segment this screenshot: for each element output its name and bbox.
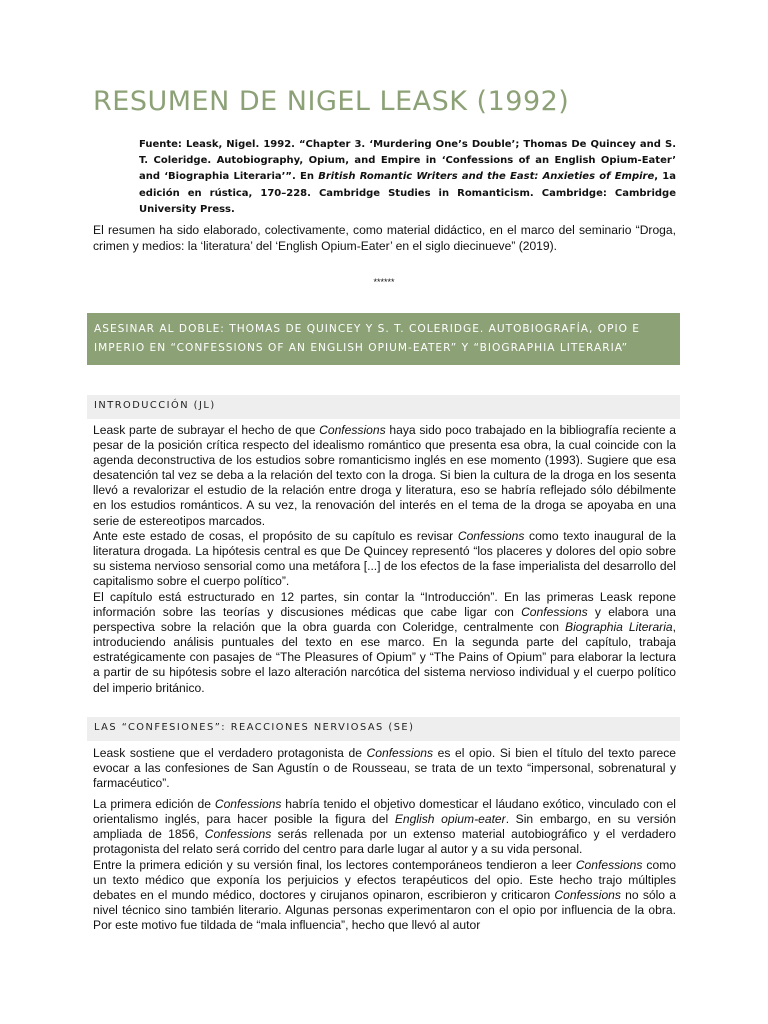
italic-title: Confessions bbox=[554, 888, 621, 903]
text: La primera edición de bbox=[93, 797, 215, 811]
citation-text-end: , 1a edición en rústica, 170–228. Cambridge Studies in Romanticism. Cambridge: Cambridge University Press. bbox=[139, 171, 676, 215]
paragraph bbox=[93, 529, 676, 589]
separator: ****** bbox=[373, 277, 395, 287]
section-heading-introduccion: INTRODUCCIÓN (JL) bbox=[87, 395, 680, 419]
italic-title: Confessions bbox=[214, 797, 282, 811]
paragraph bbox=[93, 797, 676, 857]
section-heading-confesiones: LAS “CONFESIONES”: REACCIONES NERVIOSAS (SE) bbox=[87, 717, 680, 741]
text: es el opio. Si bien el título del texto parece evocar a las confesiones de San Agustín o de Rousseau, se trata de un texto “impersonal, sobrenatural y farmacéutico”. bbox=[93, 746, 676, 791]
text: Ante este estado de cosas, el propósito de su capítulo es revisar bbox=[93, 529, 458, 543]
text: no sólo a nivel técnico sino también literario. Algunas personas experimentaron con el opio por influencia de la obra. Por este motivo fue tildada de “mala influencia”, hecho que llevó al autor bbox=[93, 888, 676, 933]
citation-book-title: British Romantic Writers and the East: Anxieties of Empire bbox=[318, 171, 655, 183]
italic-title: Confessions bbox=[521, 605, 588, 620]
text: y elabora una perspectiva sobre la relación que la obra guarda con Coleridge, centralmente con bbox=[93, 605, 676, 635]
text: haya sido poco trabajado en la bibliografía reciente a pesar de la posición crítica respecto del idealismo romántico que presenta esa obra, la cual coincide con la agenda deconstructiva de los estudios sobre romanticismo inglés en ese momento (1993). Sugiere que esa desatención tal vez se deba a la relación del texto con la droga. Si bien la cultura de la droga en los sesenta llevó a revalorizar el estudio de la relación entre droga y literatura, eso se habría reflejado sólo débilmente en los estudios románticos. A su vez, la renovación del interés en el tema de la droga se apoyaba en una serie de estereotipos marcados. bbox=[93, 423, 676, 528]
italic-title: English opium-eater bbox=[394, 812, 506, 827]
intro-paragraph: El resumen ha sido elaborado, colectivamente, como material didáctico, en el marco del seminario “Droga, crimen y medios: la ‘literatura’ del ‘English Opium-Eater’ en el siglo diecinueve” (2019). bbox=[93, 223, 676, 253]
italic-title: Confessions bbox=[366, 746, 434, 760]
text: como un texto médico que exponía los perjuicios y efectos terapéuticos del opio. Este hecho trajo múltiples debates en el mundo médico, doctores y cirujanos opinaron, escribieron y criticaron bbox=[93, 858, 676, 903]
text: , introduciendo análisis puntuales del texto en ese marco. En la segunda parte del capítulo, trabaja estratégicamente con pasajes de “The Pleasures of Opium” y “The Pains of Opium” para elaborar la lectura a partir de su hipótesis sobre el lazo alteración narcótica del sistema nervioso individual y el cuerpo político del imperio británico. bbox=[93, 620, 676, 695]
page-title: RESUMEN DE NIGEL LEASK (1992) bbox=[93, 86, 570, 117]
italic-title: Confessions bbox=[457, 529, 525, 543]
text: Leask sostiene que el verdadero protagonista de bbox=[93, 746, 367, 760]
text: habría tenido el objetivo domesticar el láudano exótico, vinculado con el orientalismo inglés, para hacer posible la figura del bbox=[93, 797, 676, 827]
source-citation bbox=[139, 137, 676, 218]
citation-text: Fuente: Leask, Nigel. 1992. “Chapter 3. ‘Murdering One’s Double’; Thomas De Quincey and S. T. Coleridge. Autobiography, Opium, and Empire in ‘Confessions of an English Opium-Eater’ and ‘Biographia Literaria’”. En bbox=[139, 139, 676, 183]
paragraph bbox=[93, 590, 676, 696]
text: El capítulo está estructurado en 12 partes, sin contar la “Introducción”. En las primeras Leask repone información sobre las teorías y discusiones médicas que cabe ligar con bbox=[93, 590, 676, 620]
text: serás rellenada por un extenso material autobiográfico y el verdadero protagonista del relato será corrido del centro para darle lugar al autor y a su vida personal. bbox=[93, 827, 677, 857]
text: Entre la primera edición y su versión final, los lectores contemporáneos tendieron a leer bbox=[93, 858, 576, 872]
text: . Sin embargo, en su versión ampliada de 1856, bbox=[93, 812, 677, 842]
chapter-banner: ASESINAR AL DOBLE: THOMAS DE QUINCEY Y S. T. COLERIDGE. AUTOBIOGRAFÍA, OPIO E IMPERIO EN “CONFESSIONS OF AN ENGLISH OPIUM-EATER” Y “BIOGRAPHIA LITERARIA” bbox=[87, 313, 680, 365]
italic-title: Confessions bbox=[319, 423, 386, 437]
text: Leask parte de subrayar el hecho de que bbox=[93, 423, 320, 437]
italic-title: Confessions bbox=[204, 827, 272, 842]
italic-title: Confessions bbox=[575, 858, 643, 872]
paragraph bbox=[93, 746, 676, 791]
text: como texto inaugural de la literatura drogada. La hipótesis central es que De Quincey representó “los placeres y dolores del opio sobre su sistema nervioso sensorial como una metáfora [...] de los efectos de la fase imperialista del desarrollo del capitalismo sobre el cuerpo político”. bbox=[93, 529, 676, 589]
paragraph bbox=[93, 858, 676, 933]
italic-title: Biographia Literaria bbox=[565, 620, 673, 635]
paragraph bbox=[93, 423, 676, 529]
